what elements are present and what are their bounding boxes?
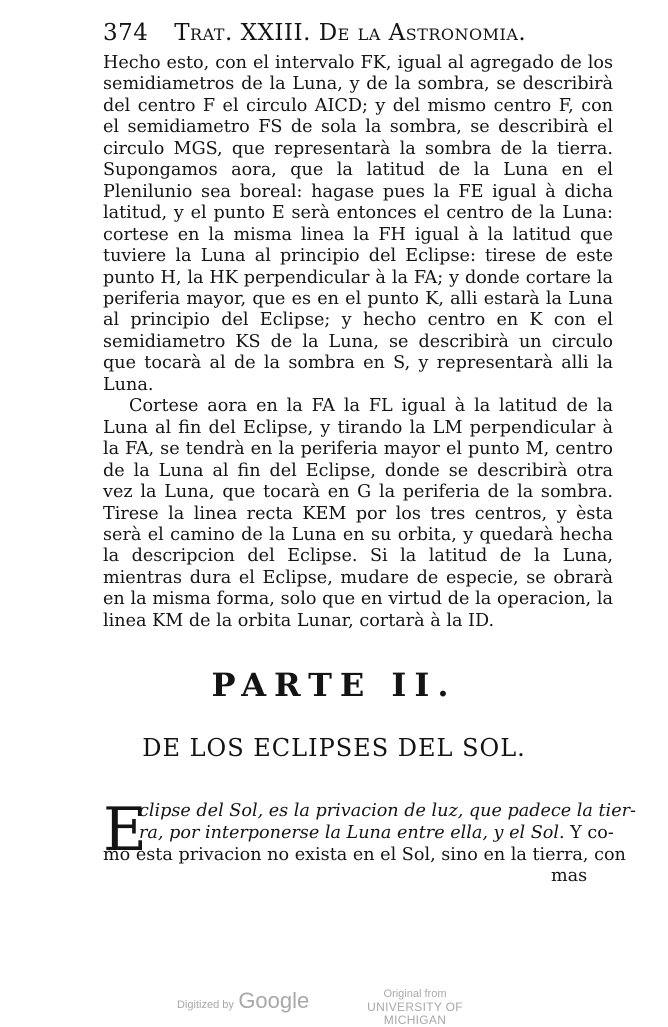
original-source-watermark xyxy=(350,988,480,1027)
opening-paragraph xyxy=(103,795,636,866)
body-text xyxy=(103,53,613,632)
opening-line-2-roman: Y co- xyxy=(564,822,614,843)
opening-line-1-text: clipse del Sol, es la privacion de luz, que padece la tier- xyxy=(139,801,636,821)
digitized-prefix: Digitized by xyxy=(177,999,234,1011)
paragraph-eclipse-end: Cortese aora en la FA la FL igual à la latitud de la Luna al fin del Eclipse, y tirando la LM perpendicular à la FA, se tendrà en la periferia mayor el punto M, centro de la Luna al fin del Eclipse, donde se describirà otra vez la Luna, que tocarà en G la periferia de la sombra. Tirese la linea recta KEM por los tres centros, y èsta serà el camino de la Luna en su orbita, y quedarà hecha la descripcion del Eclipse. Si la latitud de la Luna, mientras dura el Eclipse, mudare de especie, se obrarà en la misma forma, solo que en virtud de la operacion, la linea KM de la orbita Lunar, cortarà à la ID. xyxy=(103,396,613,631)
original-from-label: Original from xyxy=(383,988,447,1000)
running-header xyxy=(103,20,543,46)
running-title: Trat. XXIII. De la Astronomia. xyxy=(174,20,527,46)
opening-line-2 xyxy=(103,823,613,845)
opening-line-1 xyxy=(103,801,636,823)
institution-name: UNIVERSITY OF MICHIGAN xyxy=(367,1000,463,1027)
google-logo: Google xyxy=(238,988,310,1013)
page-number: 374 xyxy=(103,20,149,46)
opening-line-3: mo esta privacion no exista en el Sol, sino en la tierra, con xyxy=(103,844,626,865)
catchword: mas xyxy=(551,866,588,886)
paragraph-eclipse-construction: Hecho esto, con el intervalo FK, igual al agregado de los semidiametros de la Luna, y de la sombra, se describirà del centro F el circulo AICD; y del mismo centro F, con el semidiametro FS de sola la sombra, se describirà el circulo MGS, que representarà la sombra de la tierra. Supongamos aora, que la latitud de la Luna en el Plenilunio sea boreal: hagase pues la FE igual à dicha latitud, y el punto E serà entonces el centro de la Luna: cortese en la misma linea la FH igual à la latitud que tuviere la Luna al principio del Eclipse: tirese de este punto H, la HK perpendicular à la FA; y donde cortare la periferia mayor, que es en el punto K, alli estarà la Luna al principio del Eclipse; y hecho centro en K con el semidiametro KS de la Luna, se describirà un circulo que tocarà al de la sombra en S, y representarà alli la Luna. xyxy=(103,53,613,395)
section-heading: DE LOS ECLIPSES DEL SOL. xyxy=(142,734,526,762)
part-heading: PARTE II. xyxy=(211,666,457,704)
digitized-by-watermark xyxy=(177,988,309,1014)
opening-line-2-italic: ra, por interponerse la Luna entre ella, y el Sol. xyxy=(139,822,565,843)
drop-cap: E xyxy=(103,795,147,865)
